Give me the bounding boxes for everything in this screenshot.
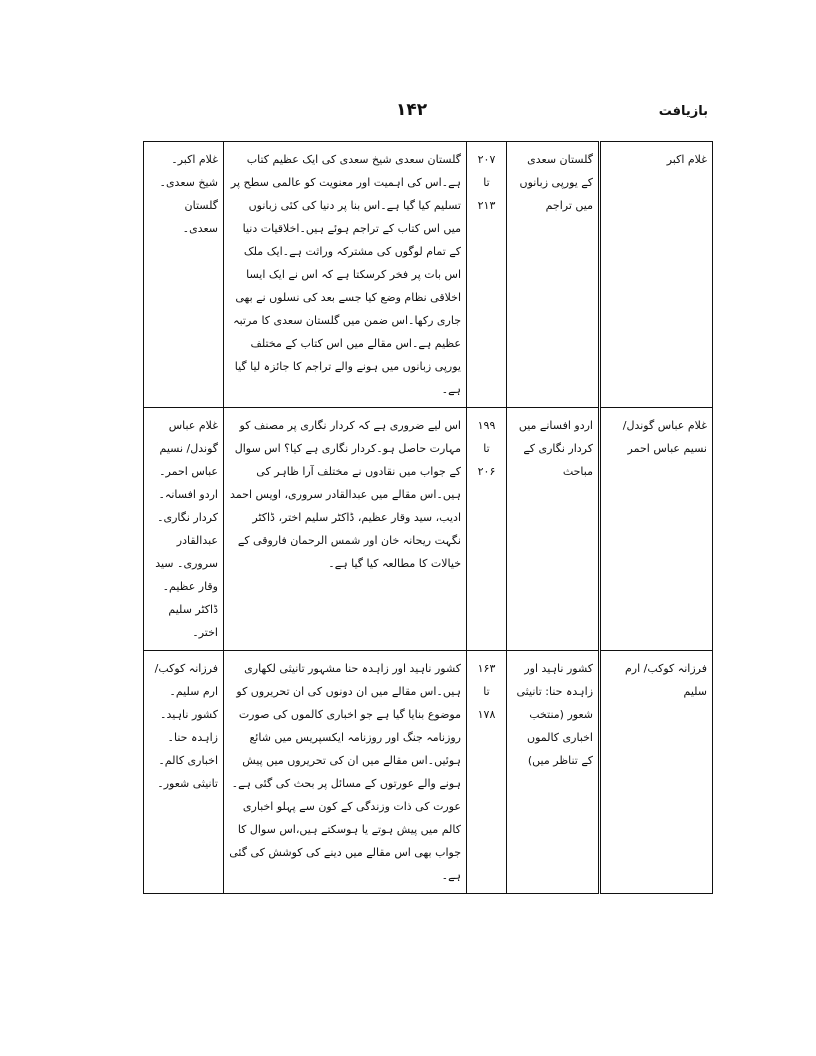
keywords-cell: فرزانہ کوکب/ ارم سلیم۔ کشور ناہید۔ زاہدہ حنا۔ اخباری کالم۔ تانیثی شعور۔ [144, 651, 224, 894]
page-start: ۲۰۷ [477, 153, 496, 166]
summary-cell: کشور ناہید اور زاہدہ حنا مشہور تانیثی لکھاری ہیں۔اس مقالے میں ان دونوں کی ان تحریروں کو موضوع بنایا گیا ہے جو اخباری کالموں کی صورت روزنامہ جنگ اور روزنامہ ایکسپریس میں شائع ہوئیں۔اس مقالے میں ان کی تحریروں میں پیش ہونے والے عورتوں کے مسائل پر بحث کی گئی ہے۔عورت کی ذات وزندگی کے کون سے پہلو اخباری کالم میں پیش ہوتے یا ہوسکتے ہیں،اس سوال کا جواب بھی اس مقالے میں دینے کی کوشش کی گئی ہے۔ [224, 651, 467, 894]
page-end: ۲۱۳ [477, 199, 496, 212]
page-range-cell [467, 651, 507, 894]
page-end: ۲۰۶ [477, 465, 496, 478]
page-range-cell [467, 408, 507, 651]
article-title-cell: گلستان سعدی کے یورپی زبانوں میں تراجم [507, 142, 600, 408]
article-title-cell: کشور ناہید اور زاہدہ حنا: تانیثی شعور (منتخب اخباری کالموں کے تناظر میں) [507, 651, 600, 894]
table-row [144, 651, 713, 894]
page-range-separator: تا [483, 176, 490, 189]
author-cell: غلام اکبر [600, 142, 713, 408]
page-range-separator: تا [483, 442, 490, 455]
author-cell: فرزانہ کوکب/ ارم سلیم [600, 651, 713, 894]
keywords-cell: غلام اکبر۔ شیخ سعدی۔ گلستان سعدی۔ [144, 142, 224, 408]
author-cell: غلام عباس گوندل/ نسیم عباس احمر [600, 408, 713, 651]
table-row [144, 142, 713, 408]
page-range-separator: تا [483, 685, 490, 698]
article-title-cell: اردو افسانے میں کردار نگاری کے مباحث [507, 408, 600, 651]
summary-cell: اس لیے ضروری ہے کہ کردار نگاری پر مصنف کو مہارت حاصل ہو۔کردار نگاری ہے کیا؟ اس سوال کے جواب میں نقادوں نے مختلف آرا ظاہر کی ہیں۔اس مقالے میں عبدالقادر سروری، اویس احمد ادیب، سید وقار عظیم، ڈاکٹر سلیم اختر، ڈاکٹر نگہت ریحانہ خان اور شمس الرحمان فاروقی کے خیالات کا مطالعہ کیا گیا ہے۔ [224, 408, 467, 651]
page-start: ۱۶۳ [477, 662, 496, 675]
article-index-table [143, 141, 713, 894]
page-range-cell [467, 142, 507, 408]
page-header [108, 100, 708, 130]
page-start: ۱۹۹ [477, 419, 496, 432]
page-number: ۱۴۲ [396, 100, 428, 120]
summary-cell: گلستان سعدی شیخ سعدی کی ایک عظیم کتاب ہے۔اس کی اہمیت اور معنویت کو عالمی سطح پر تسلیم کیا گیا ہے۔اس بنا پر دنیا کی کئی زبانوں میں اس کتاب کے تراجم ہوئے ہیں۔اخلاقیات دنیا کے تمام لوگوں کی مشترکہ وراثت ہے۔ایک ملک اس بات پر فخر کرسکتا ہے کہ اس نے ایک ایسا اخلاقی نظام وضع کیا جسے بعد کی نسلوں نے بھی جاری رکھا۔اس ضمن میں گلستان سعدی کا مرتبہ عظیم ہے۔اس مقالے میں اس کتاب کے مختلف یورپی زبانوں میں ہونے والے تراجم کا جائزہ لیا گیا ہے۔ [224, 142, 467, 408]
running-title: بازیافت [658, 104, 708, 119]
page-end: ۱۷۸ [477, 708, 496, 721]
keywords-cell: غلام عباس گوندل/ نسیم عباس احمر۔اردو افسانہ۔کردار نگاری۔عبدالقادر سروری۔ سید وقار عظیم۔ ڈاکٹر سلیم اختر۔ [144, 408, 224, 651]
table-row [144, 408, 713, 651]
